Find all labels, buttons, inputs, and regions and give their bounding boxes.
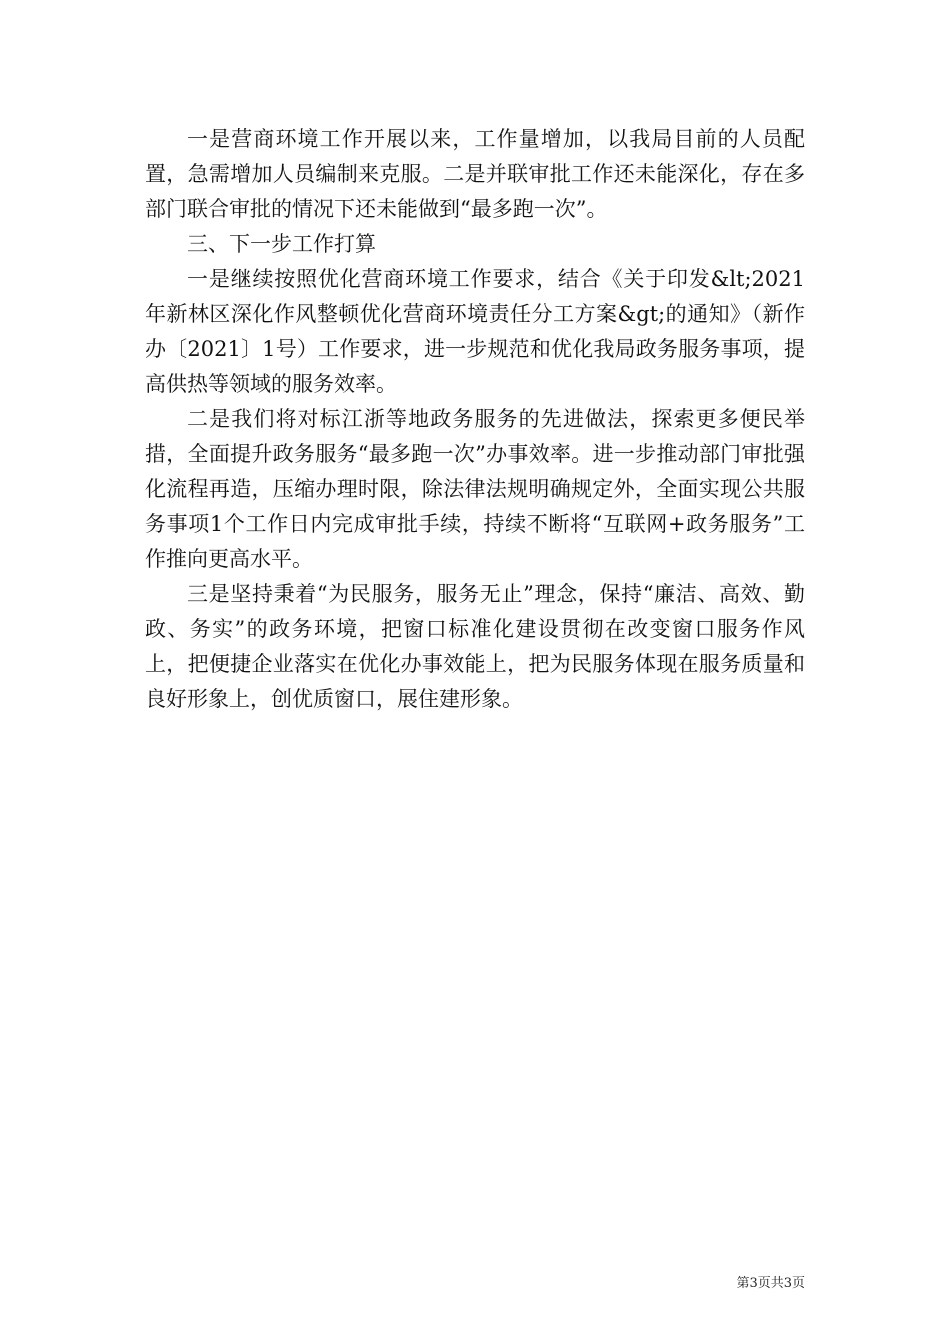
page-number-footer: 第3页共3页 (736, 1276, 805, 1291)
paragraph-plan-2: 二是我们将对标江浙等地政务服务的先进做法，探索更多便民举措，全面提升政务服务“最多跑一次”办事效率。进一步推动部门审批强化流程再造，压缩办理时限，除法律法规明确规定外，全面实现公共服务事项1个工作日内完成审批手续，持续不断将“互联网+政务服务”工作推向更高水平。 (145, 407, 805, 571)
paragraph-problems: 一是营商环境工作开展以来，工作量增加，以我局目前的人员配置，急需增加人员编制来克服。二是并联审批工作还未能深化，存在多部门联合审批的情况下还未能做到“最多跑一次”。 (145, 127, 805, 221)
paragraph-plan-3: 三是坚持秉着“为民服务，服务无止”理念，保持“廉洁、高效、勤政、务实”的政务环境，把窗口标准化建设贯彻在改变窗口服务作风上，把便捷企业落实在优化办事效能上，把为民服务体现在服务质量和良好形象上，创优质窗口，展住建形象。 (145, 582, 805, 711)
section-heading-next-steps: 三、下一步工作打算 (187, 232, 376, 256)
document-body (145, 122, 805, 717)
paragraph-plan-1: 一是继续按照优化营商环境工作要求，结合《关于印发&lt;2021年新林区深化作风整顿优化营商环境责任分工方案&gt;的通知》（新作办〔2021〕1号）工作要求，进一步规范和优化我局政务服务事项，提高供热等领域的服务效率。 (145, 267, 805, 396)
